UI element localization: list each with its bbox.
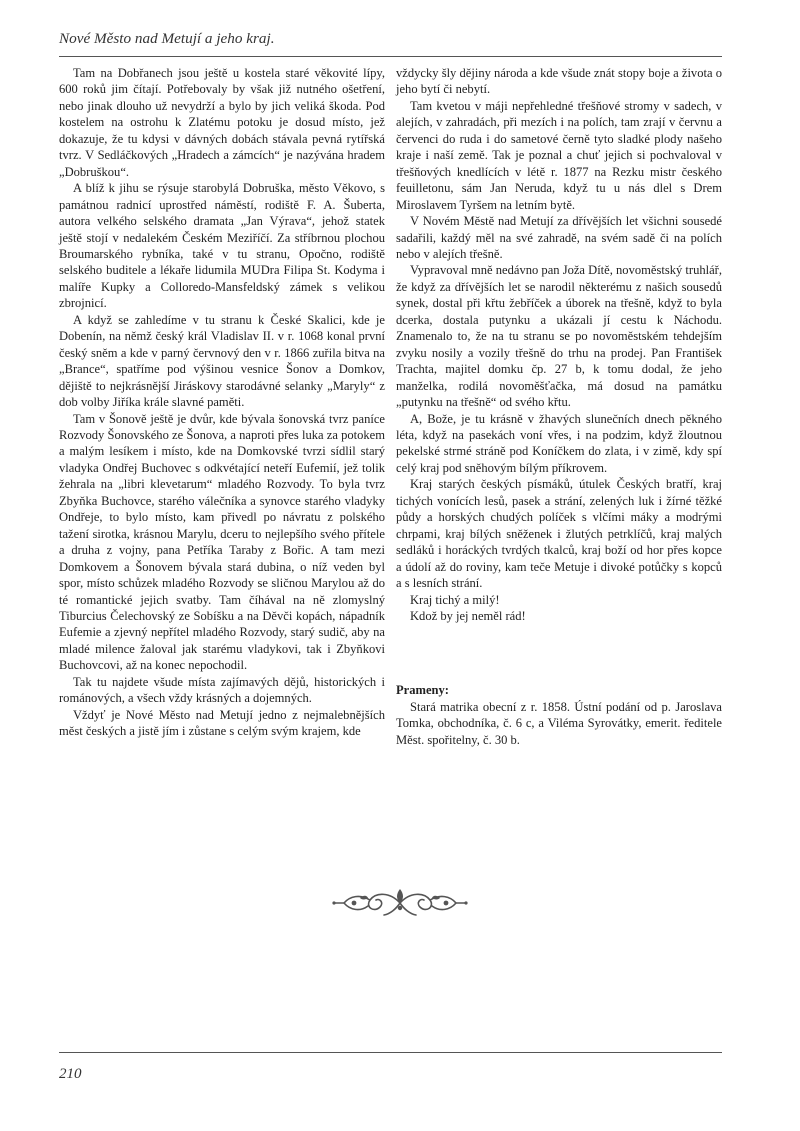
sources-heading: Prameny: (396, 683, 449, 698)
paragraph: Tam na Dobřanech jsou ještě u kostela staré věkovité lípy, 600 roků jim čítají. Potřebovaly by však již nutného ošetření, nebo jinak dlouho už nevydrží a bylo by jich veliká škoda. Pod kostelem na ostrohu k Zlatému potoku je dosud místo, jež dokazuje, že tu kdysi v dávných dobách stávala pevná rytířská tvrz. V Sedláčkových „Hradech a zámcích“ je nazývána hradem „Dobruškou“. (59, 66, 385, 179)
header-rule (59, 56, 722, 57)
paragraph: A, Bože, je tu krásně v žhavých slunečních dnech pěkného léta, když na pasekách voní vřes, i na podzim, když žloutnou pekelské strmé stráně pod Koníčkem do zlata, i v zimě, kdy spí celý kraj pod sněhovým bílým příkrovem. (396, 411, 722, 475)
page-number: 210 (59, 1066, 82, 1082)
paragraph: Tam v Šonově ještě je dvůr, kde bývala šonovská tvrz paníce Rozvody Šonovského ze Šonova, a naproti přes luka za potokem a malým lesíkem i místo, kde na Domkovské tvrzi sídlil starý vladyka Ondřej Buchovec s odkvétající neteří Eufemií, jež tolik žehrala na „libri klevetarum“ mladého Rozvody. To byla tvrz Zbyňka Buchovce, starého válečníka a synovce starého vladyky Ondřeje, to bylo místo, kam přivedl po návratu z polského tažení sirotka, krásnou Marylu, dceru to nejlepšího svého přítele a druha z vojny, pana Petříka Taraby z Bořic. A tam mezi Domkovem a Šonovem bývala stará dubina, o níž veden byl spor, místo schůzek mladého Rozvody se sličnou Marylou až do té romantické jejich svatby. Tam číhával na ně zlomyslný Tiburcius Čelechovský ze Sobíšku a na Děvči kopách, nápadník Eufemie a zjevný nepřítel mladého Rozvody, starý sudič, aby na mladé milence žaloval jak starému vladykovi, tak i Zbyňkovi Buchovcovi, až na konec nepochodil. (59, 411, 385, 673)
paragraph: A když se zahledíme v tu stranu k České Skalici, kde je Dobenín, na němž český král Vladislav II. v r. 1068 konal první český sněm a kde v parný červnový den v r. 1866 zuřila bitva na „Brance“, spatříme pod výšinou vesnice Šonov a Domkov, dějiště to nejkrásnější Jiráskovy starodávné selanky „Maryly“ z dob volby Jiříka krále slavné paměti. (59, 312, 385, 410)
paragraph: Kraj tichý a milý! (410, 592, 500, 607)
paragraph: Tam kvetou v máji nepřehledné třešňové stromy v sadech, v alejích, v zahradách, při mezích i na polích, tam zrají v červnu a červenci do ruda i do sametové černě tyto sladké plody našeho kraje i naší země. Tak je poznal a chuť jejich si pochvaloval v třešňových knedlících v létě r. 1877 na Rezku mistr českého feuilletonu, sám Jan Neruda, když tu u nás dlel s Drem Miroslavem Tyršem na letním bytě. (396, 98, 722, 212)
paragraph: V Novém Městě nad Metují za dřívějších let všichni sousedé sadařili, každý měl na své zahradě, na svém sadě či na polích nebo v alejích třešně. (396, 214, 722, 261)
sources-text: Stará matrika obecní z r. 1858. Ústní podání od p. Jaroslava Tomka, obchodníka, č. 6 c, a Viléma Syrovátky, emerit. ředitele Měst. spořitelny, č. 30 b. (396, 699, 722, 747)
paragraph: Tak tu najdete všude místa zajímavých dějů, historických i románových, a všech vždy krásných a dojemných. (59, 674, 385, 706)
paragraph: A blíž k jihu se rýsuje starobylá Dobruška, město Věkovo, s památnou radnicí uprostřed náměstí, rodiště F. A. Šuberta, autora velkého selského dramata „Jan Výrava“, jehož statek ještě stojí v nedalekém Českém Meziříčí. Za stříbrnou plochou Broumarského rybníka, také v tu stranu, Opočno, rodiště selského buditele a lékaře lidumila MUDra Filipa St. Kodyma i malíře Kupky a Colloredo-Mansfeldský zámek s velikou zbrojnicí. (59, 181, 385, 311)
paragraph: Vypravoval mně nedávno pan Joža Dítě, novoměstský truhlář, že když za dřívějších let se narodil některému z našich sousedů synek, dostal při křtu žebříček a úborek na třešně, když to byla dcerka, dostala putynku a ukázali jí cestu k Náchodu. Znamenalo to, že na tu stranu se po novoměstském tehdejším zvyku nosily a vozily třešně do trhu na prodej. Pan František Trachta, majitel domku čp. 27 b, k tomu dodal, že jeho manželka, rodilá novoměšťačka, má dosud na památku „putynku na třešně“ od svého křtu. (396, 263, 722, 410)
paragraph: vždycky šly dějiny národa a kde všude znát stopy boje a života o jeho bytí či nebytí. (396, 66, 722, 97)
paragraph: Vždyť je Nové Město nad Metují jedno z nejmalebnějších měst českých a jistě jím i zůstane s celým svým krajem, kde (59, 707, 385, 739)
left-column (59, 65, 385, 740)
floral-ornament-icon (330, 886, 470, 920)
paragraph: Kdož by jej neměl rád! (410, 608, 526, 623)
footer-rule (59, 1052, 722, 1053)
right-column (396, 65, 722, 748)
running-head-title: Nové Město nad Metují a jeho kraj. (59, 30, 275, 47)
paragraph: Kraj starých českých písmáků, útulek Českých bratří, kraj tichých vonících lesů, pasek a strání, zelených luk i žírné těžké půdy a horských chudých políček s vlčími máky a modrými chrpami, kraj bílých sněženek i žlutých petrklíčů, kraj malých sedláků i horáckých tvrdých tkalců, kraj boží od hor přes kopce a údolí až do roviny, kam teče Metuje i divoké potůčky s kopců a s lesních strání. (396, 477, 722, 591)
